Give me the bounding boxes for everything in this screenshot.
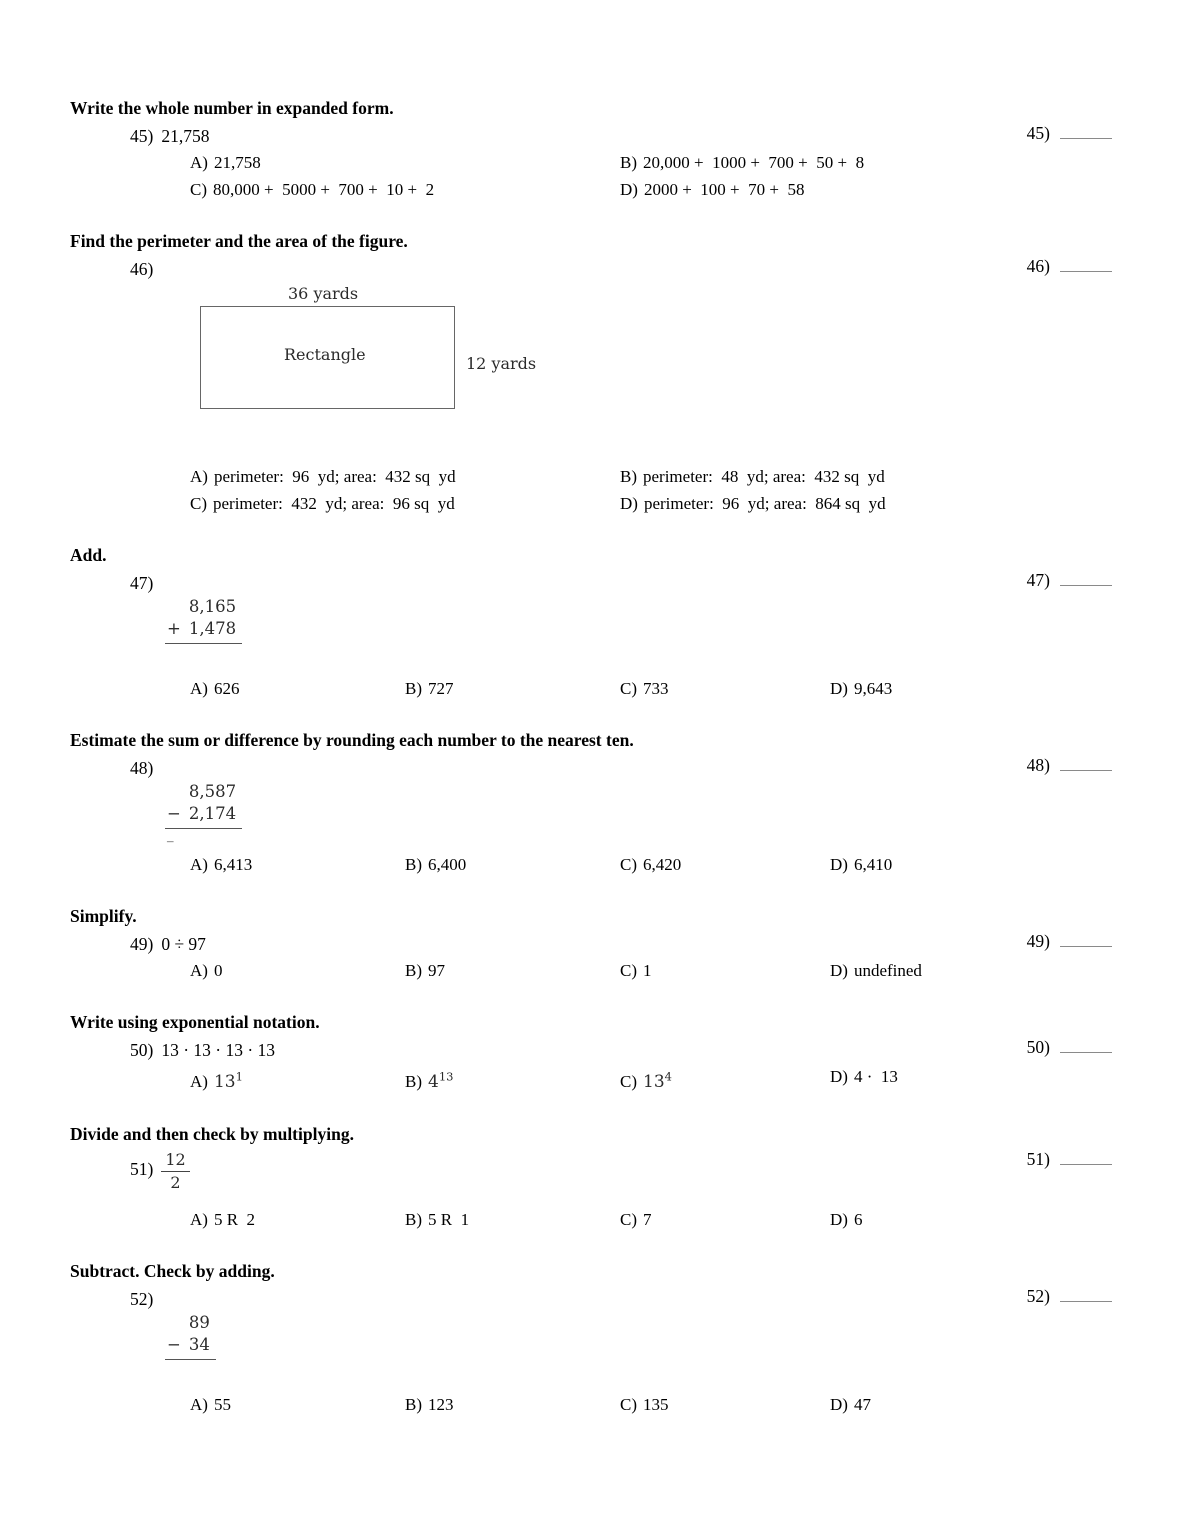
choice-text: $4^{13}$: [428, 1069, 454, 1092]
choice-d: [830, 957, 1112, 984]
choice-text: 6: [853, 1209, 863, 1229]
question-47-choices: [190, 675, 1112, 702]
question-48-choices: [190, 851, 1112, 878]
choice-c: [620, 851, 830, 878]
answer-line: [1060, 756, 1112, 771]
choice-label: D): [830, 1394, 848, 1414]
choice-label: A): [190, 1394, 208, 1414]
addend-bottom: 1,478: [188, 619, 237, 638]
question-number: 46): [130, 259, 154, 279]
choice-text: perimeter: 432 yd; area: 96 sq yd: [213, 494, 455, 513]
question-45-block: [70, 96, 1112, 203]
choice-label: B): [405, 679, 422, 698]
choice-b: [405, 675, 620, 702]
answer-blank-48: [1027, 755, 1112, 776]
subtrahend: 2,174: [188, 804, 237, 823]
rectangle-figure: [200, 284, 1112, 409]
question-stem: 13 · 13 · 13 · 13: [161, 1040, 276, 1060]
answer-number: 49): [1026, 931, 1050, 951]
choice-text: 47: [853, 1394, 871, 1414]
question-45-line: [130, 123, 1112, 149]
instruction-subtract-check: Subtract. Check by adding.: [70, 1260, 275, 1281]
choice-b: [405, 1391, 620, 1418]
question-51-block: [70, 1122, 1112, 1233]
addend-top: 8,165: [188, 597, 237, 616]
answer-blank-52: [1027, 1286, 1112, 1307]
choice-label: A): [190, 961, 208, 980]
question-52-choices: [190, 1391, 1112, 1418]
choice-text: 6,410: [853, 855, 893, 874]
answer-blank-47: [1027, 570, 1112, 591]
question-52-block: [70, 1259, 1112, 1418]
choice-label: D): [830, 679, 848, 698]
question-number: 51): [130, 1158, 154, 1179]
question-46-line: [130, 256, 1112, 282]
minus-operator: −: [167, 1334, 181, 1354]
figure-height-label: 12 yards: [466, 354, 537, 373]
choice-text: 6,420: [643, 855, 682, 874]
choice-label: B): [405, 1209, 422, 1229]
question-45-choices: [190, 149, 1112, 203]
choice-text: perimeter: 96 yd; area: 432 sq yd: [213, 467, 456, 486]
question-50-line: [130, 1037, 1112, 1063]
answer-number: 47): [1026, 570, 1050, 590]
vertical-subtraction-problem: [165, 781, 1112, 829]
subtrahend: 34: [188, 1334, 210, 1354]
fraction-denominator: 2: [170, 1172, 181, 1192]
choice-a: [190, 1063, 405, 1096]
choice-label: C): [620, 679, 637, 698]
choice-label: A): [190, 467, 208, 486]
choice-c: [620, 957, 830, 984]
choice-d: [830, 851, 1112, 878]
choice-text: 2000 + 100 + 70 + 58: [643, 180, 805, 199]
choice-label: C): [190, 180, 207, 199]
question-stem: 0 ÷ 97: [161, 934, 206, 954]
choice-b: [405, 1063, 620, 1096]
question-51-line: [130, 1149, 1112, 1193]
choice-c: [190, 490, 620, 517]
question-48-block: [70, 728, 1112, 878]
answer-blank-49: [1027, 931, 1112, 952]
choice-label: B): [405, 1394, 422, 1414]
answer-number: 51): [1026, 1148, 1050, 1169]
choice-d: [620, 490, 1112, 517]
answer-number: 52): [1026, 1285, 1050, 1306]
instruction-divide-check: Divide and then check by multiplying.: [70, 1123, 354, 1144]
fraction: [161, 1149, 189, 1193]
choice-label: A): [190, 153, 208, 172]
fraction-numerator: 12: [161, 1149, 189, 1172]
choice-label: B): [405, 1071, 422, 1091]
choice-text: 727: [428, 679, 454, 698]
choice-text: 5 R 2: [213, 1209, 256, 1229]
choice-label: D): [830, 961, 848, 980]
question-47-line: [130, 570, 1112, 596]
choice-text: perimeter: 48 yd; area: 432 sq yd: [643, 467, 885, 486]
question-50-block: [70, 1010, 1112, 1096]
choice-a: [190, 957, 405, 984]
answer-number: 48): [1026, 755, 1050, 775]
choice-text: 80,000 + 5000 + 700 + 10 + 2: [213, 180, 435, 199]
choice-text: 1: [643, 961, 652, 980]
choice-c: [620, 1391, 830, 1418]
choice-label: B): [405, 855, 422, 874]
question-50-choices: [190, 1063, 1112, 1096]
choice-text: 55: [213, 1394, 231, 1414]
choice-label: A): [190, 1071, 208, 1091]
question-number: 49): [130, 934, 154, 954]
choice-a: [190, 1391, 405, 1418]
choice-text: 0: [213, 961, 223, 980]
question-51-choices: [190, 1206, 1112, 1233]
question-49-block: [70, 904, 1112, 984]
instruction-simplify: Simplify.: [70, 906, 137, 926]
choice-b: [405, 957, 620, 984]
choice-label: A): [190, 679, 208, 698]
choice-text: 4 · 13: [853, 1067, 898, 1086]
answer-line: [1060, 932, 1112, 947]
choice-text: 626: [213, 679, 240, 698]
choice-d: [830, 675, 1112, 702]
answer-number: 46): [1026, 256, 1050, 276]
question-number: 47): [130, 573, 154, 593]
choice-label: C): [620, 1394, 637, 1414]
choice-text: 20,000 + 1000 + 700 + 50 + 8: [643, 153, 865, 172]
choice-c: [620, 1063, 830, 1096]
question-46-block: [70, 229, 1112, 517]
instruction-perimeter-area: Find the perimeter and the area of the figure.: [70, 231, 408, 251]
choice-text: 6,413: [213, 855, 253, 874]
choice-a: [190, 851, 405, 878]
figure-shape-label: Rectangle: [284, 345, 366, 364]
choice-text: 21,758: [213, 153, 261, 172]
choice-text: 6,400: [428, 855, 467, 874]
choice-text: 135: [643, 1394, 669, 1414]
choice-label: A): [190, 1209, 208, 1229]
question-49-choices: [190, 957, 1112, 984]
instruction-add: Add.: [70, 545, 107, 565]
choice-text: 733: [643, 679, 669, 698]
choice-b: [620, 149, 1112, 176]
minus-operator: −: [167, 804, 181, 823]
choice-label: B): [405, 961, 422, 980]
exponent: 1: [235, 1069, 243, 1083]
answer-number: 50): [1026, 1037, 1050, 1057]
choice-label: D): [620, 494, 638, 513]
choice-text: 97: [428, 961, 445, 980]
question-48-line: [130, 755, 1112, 781]
question-46-choices: [190, 463, 1112, 517]
answer-line: [1060, 1150, 1112, 1165]
exponent: 4: [664, 1069, 672, 1083]
choice-text: $13^4$: [643, 1069, 672, 1092]
instruction-exponential-notation: Write using exponential notation.: [70, 1012, 320, 1032]
choice-label: C): [620, 1071, 637, 1091]
choice-a: [190, 1206, 405, 1233]
choice-text: 9,643: [853, 679, 893, 698]
figure-width-label: 36 yards: [288, 284, 359, 303]
question-47-block: [70, 543, 1112, 702]
answer-number: 45): [1026, 123, 1050, 143]
choice-a: [190, 463, 620, 490]
rectangle-shape: [200, 306, 455, 409]
plus-operator: +: [167, 619, 181, 638]
answer-blank-51: [1027, 1149, 1112, 1170]
vertical-subtraction-problem: [165, 1312, 1112, 1360]
choice-text: perimeter: 96 yd; area: 864 sq yd: [643, 494, 886, 513]
choice-a: [190, 149, 620, 176]
answer-line: [1060, 1038, 1112, 1053]
choice-c: [620, 1206, 830, 1233]
stray-dash-mark: –: [167, 833, 174, 848]
question-number: 45): [130, 126, 154, 146]
minuend: 89: [188, 1312, 210, 1332]
choice-label: D): [830, 1209, 848, 1229]
choice-c: [620, 675, 830, 702]
choice-b: [405, 1206, 620, 1233]
question-number: 52): [130, 1288, 154, 1309]
question-stem: 21,758: [161, 126, 210, 146]
answer-line: [1060, 124, 1112, 139]
choice-label: A): [190, 855, 208, 874]
minuend: 8,587: [188, 782, 237, 801]
choice-text: 5 R 1: [428, 1209, 470, 1229]
answer-blank-45: [1027, 123, 1112, 144]
choice-d: [620, 176, 1112, 203]
choice-a: [190, 675, 405, 702]
choice-b: [405, 851, 620, 878]
choice-label: D): [620, 180, 638, 199]
answer-blank-50: [1027, 1037, 1112, 1058]
choice-label: C): [620, 1209, 637, 1229]
question-number: 48): [130, 758, 154, 778]
choice-label: B): [620, 467, 637, 486]
exponent: 13: [438, 1069, 454, 1083]
answer-line: [1060, 257, 1112, 272]
choice-label: C): [620, 961, 637, 980]
choice-text: 123: [428, 1394, 454, 1414]
choice-d: [830, 1206, 1112, 1233]
choice-label: D): [830, 1067, 848, 1086]
choice-d: [830, 1391, 1112, 1418]
answer-blank-46: [1027, 256, 1112, 277]
choice-c: [190, 176, 620, 203]
choice-d: [830, 1063, 1112, 1096]
instruction-estimate: Estimate the sum or difference by rounding each number to the nearest ten.: [70, 730, 634, 750]
choice-label: D): [830, 855, 848, 874]
choice-text: undefined: [853, 961, 922, 980]
vertical-addition-problem: [165, 596, 1112, 644]
choice-text: $13^1$: [213, 1069, 243, 1092]
answer-line: [1060, 1287, 1112, 1302]
choice-label: B): [620, 153, 637, 172]
answer-line: [1060, 571, 1112, 586]
question-52-line: [130, 1286, 1112, 1312]
choice-b: [620, 463, 1112, 490]
choice-text: 7: [643, 1209, 652, 1229]
instruction-expanded-form: Write the whole number in expanded form.: [70, 98, 394, 118]
question-49-line: [130, 931, 1112, 957]
choice-label: C): [620, 855, 637, 874]
choice-label: C): [190, 494, 207, 513]
question-number: 50): [130, 1040, 154, 1060]
